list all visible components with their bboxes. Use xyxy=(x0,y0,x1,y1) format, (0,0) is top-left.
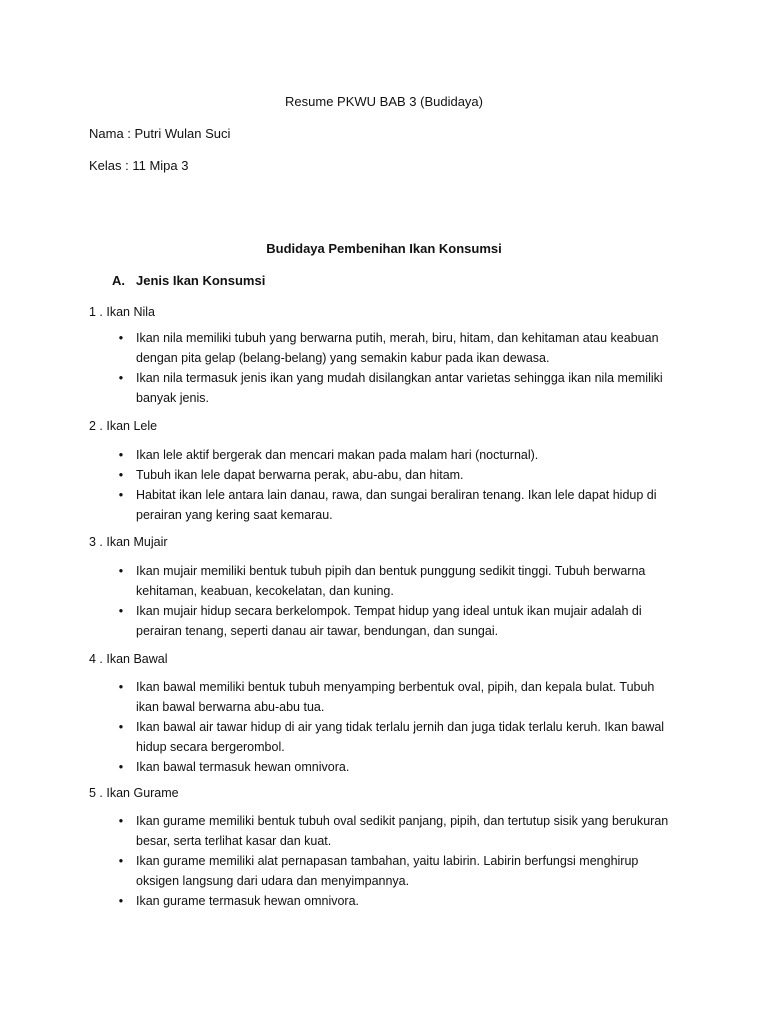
list-item-text: Ikan nila memiliki tubuh yang berwarna putih, merah, biru, hitam, dan kehitaman atau keabuan dengan pita gelap (belang-belang) yang semakin kabur pada ikan dewasa. xyxy=(136,331,659,365)
section-heading: Budidaya Pembenihan Ikan Konsumsi xyxy=(266,241,502,256)
fish-title-gurame: 5 . Ikan Gurame xyxy=(89,786,179,800)
bullet-icon: • xyxy=(118,720,124,734)
bullet-icon: • xyxy=(118,488,124,502)
list-item xyxy=(112,677,672,717)
subheading-letter: A. xyxy=(112,273,125,288)
bullet-icon: • xyxy=(118,604,124,618)
subheading-text: Jenis Ikan Konsumsi xyxy=(136,273,266,288)
list-item xyxy=(112,465,672,485)
student-name-line: Nama : Putri Wulan Suci xyxy=(89,126,231,141)
list-item-text: Habitat ikan lele antara lain danau, rawa, dan sungai beraliran tenang. Ikan lele dapat hidup di perairan yang kering saat kemarau. xyxy=(136,488,657,522)
list-item xyxy=(112,851,672,891)
bullet-icon: • xyxy=(118,448,124,462)
list-item-text: Ikan gurame memiliki bentuk tubuh oval sedikit panjang, pipih, dan tertutup sisik yang berukuran besar, serta terlihat kasar dan kuat. xyxy=(136,814,669,848)
bullet-list-lele xyxy=(112,445,672,525)
list-item xyxy=(112,561,672,601)
bullet-icon: • xyxy=(118,564,124,578)
subheading xyxy=(112,272,265,290)
list-item-text: Ikan gurame termasuk hewan omnivora. xyxy=(136,894,360,908)
document-title: Resume PKWU BAB 3 (Budidaya) xyxy=(285,94,483,109)
list-item xyxy=(112,717,672,757)
bullet-icon: • xyxy=(118,814,124,828)
list-item-text: Ikan gurame memiliki alat pernapasan tambahan, yaitu labirin. Labirin berfungsi menghirup oksigen langsung dari udara dan menyimpannya. xyxy=(136,854,639,888)
list-item-text: Ikan bawal air tawar hidup di air yang tidak terlalu jernih dan juga tidak terlalu keruh. Ikan bawal hidup secara bergerombol. xyxy=(136,720,665,754)
bullet-list-gurame xyxy=(112,811,672,911)
student-class-line: Kelas : 11 Mipa 3 xyxy=(89,158,189,173)
list-item-text: Ikan lele aktif bergerak dan mencari makan pada malam hari (nocturnal). xyxy=(136,448,539,462)
list-item xyxy=(112,328,672,368)
list-item-text: Ikan nila termasuk jenis ikan yang mudah disilangkan antar varietas sehingga ikan nila memiliki banyak jenis. xyxy=(136,371,663,405)
bullet-list-bawal xyxy=(112,677,672,777)
list-item-text: Ikan bawal memiliki bentuk tubuh menyamping berbentuk oval, pipih, dan kepala bulat. Tubuh ikan bawal berwarna abu-abu tua. xyxy=(136,680,655,714)
bullet-icon: • xyxy=(118,760,124,774)
list-item-text: Ikan bawal termasuk hewan omnivora. xyxy=(136,760,350,774)
bullet-list-nila xyxy=(112,328,672,408)
list-item xyxy=(112,368,672,408)
list-item xyxy=(112,485,672,525)
fish-title-lele: 2 . Ikan Lele xyxy=(89,419,158,433)
fish-title-bawal: 4 . Ikan Bawal xyxy=(89,652,168,666)
bullet-icon: • xyxy=(118,894,124,908)
list-item-text: Tubuh ikan lele dapat berwarna perak, abu-abu, dan hitam. xyxy=(136,468,464,482)
bullet-icon: • xyxy=(118,680,124,694)
bullet-list-mujair xyxy=(112,561,672,641)
bullet-icon: • xyxy=(118,371,124,385)
list-item xyxy=(112,891,672,911)
fish-title-nila: 1 . Ikan Nila xyxy=(89,305,156,319)
bullet-icon: • xyxy=(118,854,124,868)
bullet-icon: • xyxy=(118,468,124,482)
list-item xyxy=(112,601,672,641)
list-item-text: Ikan mujair memiliki bentuk tubuh pipih dan bentuk punggung sedikit tinggi. Tubuh berwarna kehitaman, keabuan, kecokelatan, dan kuning. xyxy=(136,564,646,598)
bullet-icon: • xyxy=(118,331,124,345)
fish-title-mujair: 3 . Ikan Mujair xyxy=(89,535,168,549)
list-item xyxy=(112,757,672,777)
list-item xyxy=(112,445,672,465)
list-item xyxy=(112,811,672,851)
list-item-text: Ikan mujair hidup secara berkelompok. Tempat hidup yang ideal untuk ikan mujair adalah di perairan tenang, seperti danau air tawar, bendungan, dan sungai. xyxy=(136,604,642,638)
